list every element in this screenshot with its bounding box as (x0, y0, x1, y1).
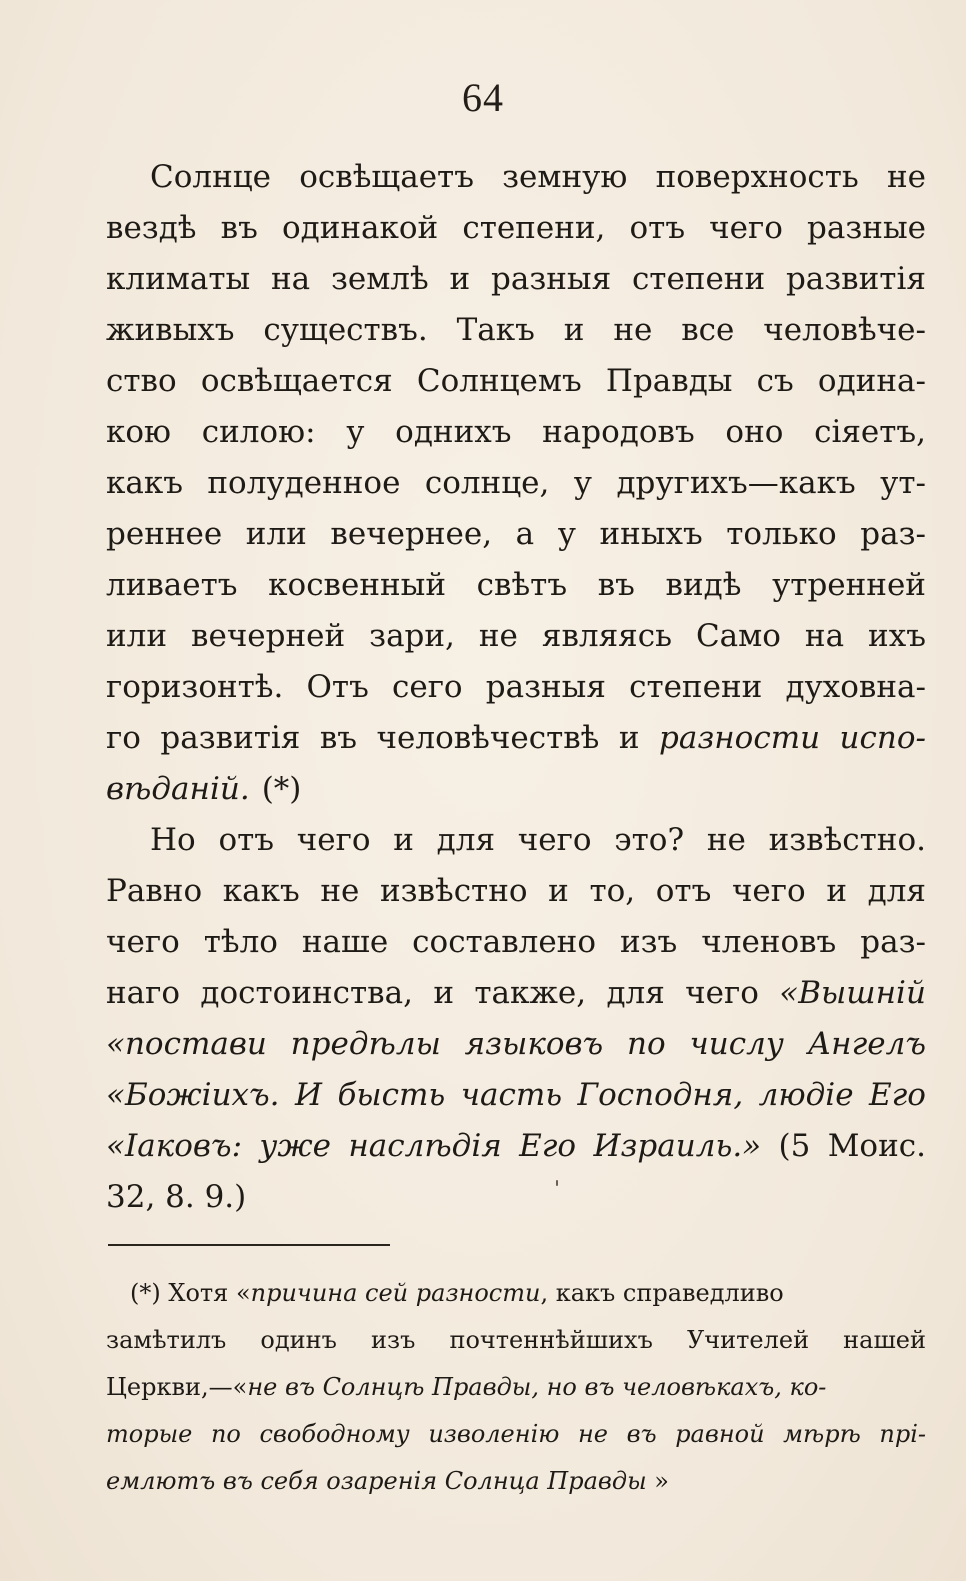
word: одинъ (260, 1326, 337, 1354)
word: и (393, 822, 414, 858)
word: у (346, 414, 365, 450)
word: развитія (160, 720, 301, 756)
footnote-line (106, 1317, 926, 1364)
word: чего (731, 873, 806, 909)
text-line (106, 356, 926, 407)
word: го (106, 720, 141, 756)
word: Господня, (577, 1077, 744, 1113)
text-line (106, 1070, 926, 1121)
word: изъ (619, 924, 678, 960)
word: на (804, 618, 845, 654)
word: все (681, 312, 735, 348)
word: существъ. (263, 312, 428, 348)
word: реннее (106, 516, 223, 552)
text-line (106, 254, 926, 305)
word: наслѣдія (348, 1128, 502, 1164)
word: (5 (778, 1128, 811, 1164)
word: человѣчествѣ (376, 720, 600, 756)
word: вездѣ (106, 210, 197, 246)
word: почтеннѣйшихъ (449, 1326, 653, 1354)
word: ство (106, 363, 177, 399)
word: «постави (106, 1026, 267, 1062)
word: видѣ (665, 567, 742, 603)
text-line (106, 509, 926, 560)
word: и (618, 720, 640, 756)
word: изъ (371, 1326, 416, 1354)
word: «Божіихъ. (106, 1077, 280, 1113)
word: не (577, 1420, 608, 1448)
word: Отъ (306, 669, 369, 705)
word: разные (807, 210, 926, 246)
word: какъ (222, 873, 300, 909)
word: разныя (491, 261, 612, 297)
word: изволенію (428, 1420, 560, 1448)
word: «Вышній (779, 975, 926, 1011)
text-line (106, 917, 926, 968)
text-line (106, 815, 926, 866)
word: предѣлы (290, 1026, 441, 1062)
word: по (210, 1420, 241, 1448)
footnote-text: Церкви,—«не въ Солнцѣ Правды, но въ человѣкахъ, ко- (106, 1373, 827, 1401)
word: Солнце (150, 159, 272, 195)
word: не (478, 618, 518, 654)
main-text (106, 152, 926, 1223)
text-line (106, 458, 926, 509)
word: отъ (629, 210, 686, 246)
footnote (106, 1270, 926, 1505)
footnote-line (106, 1364, 926, 1411)
word: землѣ (330, 261, 429, 297)
word: въ (626, 1420, 657, 1448)
word: и (826, 873, 847, 909)
word: другихъ—какъ (616, 465, 856, 501)
word: и (449, 261, 471, 297)
word: чего (106, 924, 180, 960)
word: Само (695, 618, 781, 654)
word: числу (689, 1026, 784, 1062)
footnote-text: емлютъ въ себя озаренія Солнца Правды » (106, 1467, 669, 1495)
word: народовъ (542, 414, 695, 450)
word: однихъ (395, 414, 512, 450)
text-line (106, 1019, 926, 1070)
word: сего (391, 669, 463, 705)
word: это? (614, 822, 685, 858)
word: духовна- (785, 669, 926, 705)
word: освѣщается (200, 363, 393, 399)
word: являясь (541, 618, 672, 654)
word: развитія (785, 261, 926, 297)
scripture-reference: 32, 8. 9.) (106, 1179, 247, 1215)
word: часть (460, 1077, 563, 1113)
word: извѣстно (379, 873, 528, 909)
word: то, (589, 873, 636, 909)
word: человѣче- (763, 312, 926, 348)
word: бысть (337, 1077, 446, 1113)
text-line (106, 866, 926, 917)
text-line (106, 407, 926, 458)
word: поверхность (655, 159, 859, 195)
word: замѣтилъ (106, 1326, 227, 1354)
word: И (294, 1077, 323, 1113)
word: вечернее, (330, 516, 493, 552)
footnote-line (106, 1411, 926, 1458)
word: испо- (839, 720, 926, 756)
word: степени (629, 669, 763, 705)
word: а (515, 516, 535, 552)
word: торые (106, 1420, 193, 1448)
word: для (606, 975, 665, 1011)
word: вечерней (191, 618, 346, 654)
word: Правды (605, 363, 733, 399)
word: Моис. (827, 1128, 926, 1164)
word: свѣтъ (476, 567, 568, 603)
word: или (245, 516, 307, 552)
word: степени (631, 261, 766, 297)
word: Солнцемъ (416, 363, 582, 399)
word: косвенный (268, 567, 447, 603)
text-line (106, 713, 926, 764)
word: или (106, 618, 168, 654)
word: земную (502, 159, 628, 195)
word: степени, (462, 210, 606, 246)
word: Израиль.» (593, 1128, 762, 1164)
word: и (433, 975, 455, 1011)
word: Такъ (456, 312, 535, 348)
word: также, (474, 975, 587, 1011)
word: иныхъ (599, 516, 703, 552)
word: зари, (369, 618, 455, 654)
word: солнце, (424, 465, 550, 501)
word: чего (709, 210, 783, 246)
word: раз- (860, 924, 926, 960)
word: уже (259, 1128, 331, 1164)
word: на (270, 261, 311, 297)
word: нашей (843, 1326, 926, 1354)
word: Его (869, 1077, 926, 1113)
word: у (573, 465, 593, 501)
word: людіе (758, 1077, 854, 1113)
word: по (627, 1026, 666, 1062)
word: оно (725, 414, 784, 450)
word: отъ (655, 873, 712, 909)
footnote-marker: (*) (261, 771, 302, 807)
word: Но (150, 822, 196, 858)
word: равной (675, 1420, 765, 1448)
footnote-line (106, 1458, 926, 1505)
word: у (557, 516, 576, 552)
word: Равно (106, 873, 203, 909)
word: не (706, 822, 746, 858)
word: горизонтѣ. (106, 669, 284, 705)
word: утренней (772, 567, 926, 603)
word: Его (519, 1128, 577, 1164)
word: мѣрѣ (783, 1420, 861, 1448)
word: разныя (485, 669, 606, 705)
text-line (106, 968, 926, 1019)
word: свободному (259, 1420, 410, 1448)
word: съ (756, 363, 794, 399)
word: ихъ (868, 618, 926, 654)
word: силою: (201, 414, 316, 450)
text-line (106, 1172, 926, 1223)
word: въ (597, 567, 635, 603)
word: членовъ (701, 924, 837, 960)
word: кою (106, 414, 172, 450)
word: и (548, 873, 569, 909)
text-line (106, 560, 926, 611)
word: наго (106, 975, 181, 1011)
text-line (106, 611, 926, 662)
paper-speck (556, 1180, 558, 1186)
word: разности (659, 720, 821, 756)
text-line (106, 764, 926, 815)
word: тѣло (203, 924, 278, 960)
word: и (563, 312, 585, 348)
word: не (613, 312, 653, 348)
word: для (867, 873, 926, 909)
italic-word: вѣданій. (106, 771, 250, 807)
word: полуденное (207, 465, 401, 501)
footnote-text: (*) Хотя «причина сей разности, какъ справедливо (130, 1279, 784, 1307)
word: наше (301, 924, 389, 960)
word: чего (296, 822, 371, 858)
page-number: 64 (462, 75, 504, 120)
word: живыхъ (106, 312, 235, 348)
word: Ангелъ (807, 1026, 926, 1062)
word: въ (319, 720, 358, 756)
word: достоинства, (200, 975, 413, 1011)
word: одинакой (281, 210, 439, 246)
word: «Іаковъ: (106, 1128, 243, 1164)
text-line (106, 152, 926, 203)
word: освѣщаетъ (299, 159, 474, 195)
text-line (106, 1121, 926, 1172)
word: Учителей (686, 1326, 810, 1354)
word: извѣстно. (768, 822, 926, 858)
word: одина- (817, 363, 926, 399)
word: въ (220, 210, 258, 246)
word: чего (685, 975, 759, 1011)
word: не (886, 159, 926, 195)
text-line (106, 305, 926, 356)
footnote-rule (108, 1244, 390, 1246)
word: климаты (106, 261, 251, 297)
word: чего (517, 822, 592, 858)
word: для (436, 822, 496, 858)
word: составлено (412, 924, 597, 960)
text-line (106, 662, 926, 713)
word: какъ (106, 465, 183, 501)
word: сіяетъ, (814, 414, 926, 450)
word: ливаетъ (106, 567, 238, 603)
word: прі- (879, 1420, 926, 1448)
text-line (106, 203, 926, 254)
word: раз- (860, 516, 926, 552)
word: ут- (880, 465, 926, 501)
word: только (726, 516, 837, 552)
word: не (320, 873, 360, 909)
word: отъ (218, 822, 274, 858)
footnote-line (106, 1270, 926, 1317)
word: языковъ (464, 1026, 604, 1062)
